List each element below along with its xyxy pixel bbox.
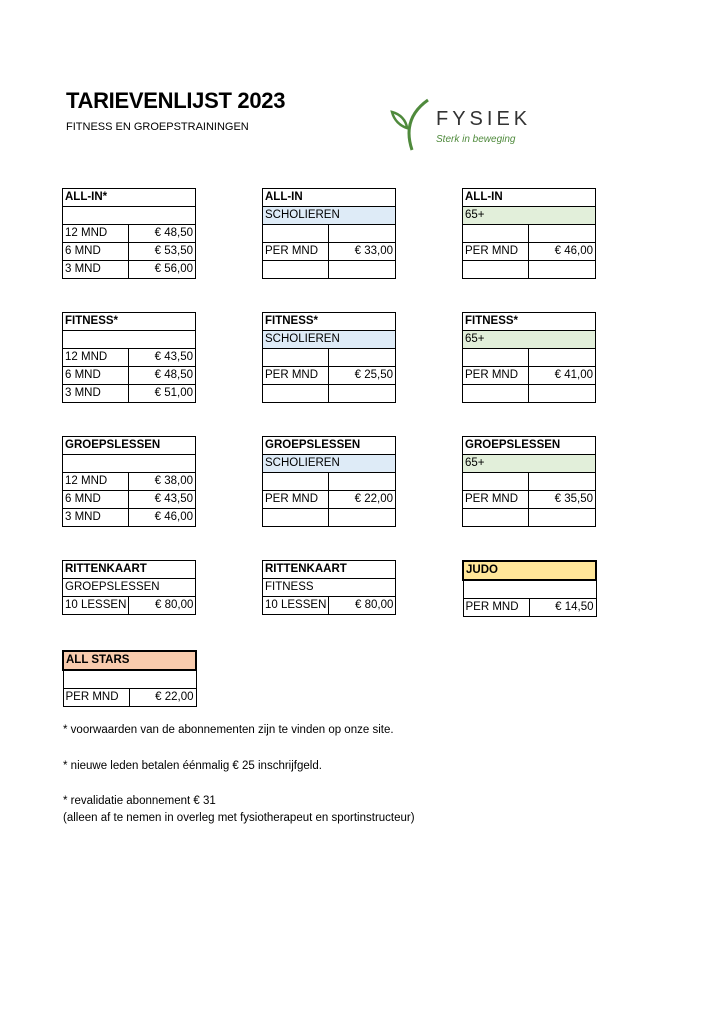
allstars-table (62, 650, 197, 707)
table-row: 12 MND € 48,50 (63, 225, 196, 243)
table-title: RITTENKAART (63, 561, 196, 579)
table-row: 10 LESSEN € 80,00 (263, 597, 396, 615)
fitness-scholieren-table (262, 312, 396, 403)
group-label: SCHOLIEREN (263, 207, 396, 225)
table-title: ALL-IN (263, 189, 396, 207)
table-title: RITTENKAART (263, 561, 396, 579)
table-title: ALL-IN* (63, 189, 196, 207)
table-row: PER MND € 25,50 (263, 367, 396, 385)
groepslessen-scholieren-table (262, 436, 396, 527)
allin-scholieren-table (262, 188, 396, 279)
groepslessen-65-table (462, 436, 596, 527)
table-title: GROEPSLESSEN (463, 437, 596, 455)
rittenkaart-fitness-table (262, 560, 396, 615)
logo-name: FYSIEK (436, 108, 532, 130)
allin-65-table (462, 188, 596, 279)
table-row: 3 MND € 51,00 (63, 385, 196, 403)
table-title: ALL-IN (463, 189, 596, 207)
rittenkaart-groepslessen-table (62, 560, 196, 615)
groepslessen-table (62, 436, 196, 527)
table-row: 3 MND € 56,00 (63, 261, 196, 279)
table-row: PER MND € 22,00 (263, 491, 396, 509)
fysiek-logo (388, 96, 538, 152)
table-title: JUDO (463, 561, 596, 580)
table-row: 6 MND € 48,50 (63, 367, 196, 385)
group-label: GROEPSLESSEN (63, 579, 196, 597)
table-title: FITNESS* (63, 313, 196, 331)
leaf-icon (388, 96, 434, 152)
group-label: 65+ (463, 207, 596, 225)
table-row: PER MND € 22,00 (63, 689, 196, 707)
allin-table (62, 188, 196, 279)
table-title: FITNESS* (463, 313, 596, 331)
table-row: 12 MND € 43,50 (63, 349, 196, 367)
table-row: 3 MND € 46,00 (63, 509, 196, 527)
table-row: PER MND € 41,00 (463, 367, 596, 385)
table-row: PER MND € 46,00 (463, 243, 596, 261)
table-row: 6 MND € 43,50 (63, 491, 196, 509)
group-label: 65+ (463, 331, 596, 349)
note-rehabilitation: * revalidatie abonnement € 31 (63, 795, 216, 807)
fitness-65-table (462, 312, 596, 403)
logo-tagline: Sterk in beweging (436, 134, 516, 145)
table-title: ALL STARS (63, 651, 196, 670)
group-label: FITNESS (263, 579, 396, 597)
table-row: 6 MND € 53,50 (63, 243, 196, 261)
fitness-table (62, 312, 196, 403)
group-label: SCHOLIEREN (263, 455, 396, 473)
group-label: SCHOLIEREN (263, 331, 396, 349)
table-row: PER MND € 35,50 (463, 491, 596, 509)
table-row: 12 MND € 38,00 (63, 473, 196, 491)
judo-table (462, 560, 597, 617)
note-rehabilitation-condition: (alleen af te nemen in overleg met fysiotherapeut en sportinstructeur) (63, 812, 415, 824)
group-label: 65+ (463, 455, 596, 473)
table-row: PER MND € 33,00 (263, 243, 396, 261)
table-title: GROEPSLESSEN (63, 437, 196, 455)
table-title: FITNESS* (263, 313, 396, 331)
page-subtitle: FITNESS EN GROEPSTRAININGEN (66, 121, 249, 133)
table-row: PER MND € 14,50 (463, 599, 596, 617)
page-title: TARIEVENLIJST 2023 (66, 88, 286, 113)
note-conditions: * voorwaarden van de abonnementen zijn te vinden op onze site. (63, 724, 394, 736)
table-title: GROEPSLESSEN (263, 437, 396, 455)
note-registration-fee: * nieuwe leden betalen éénmalig € 25 inschrijfgeld. (63, 760, 322, 772)
table-row: 10 LESSEN € 80,00 (63, 597, 196, 615)
